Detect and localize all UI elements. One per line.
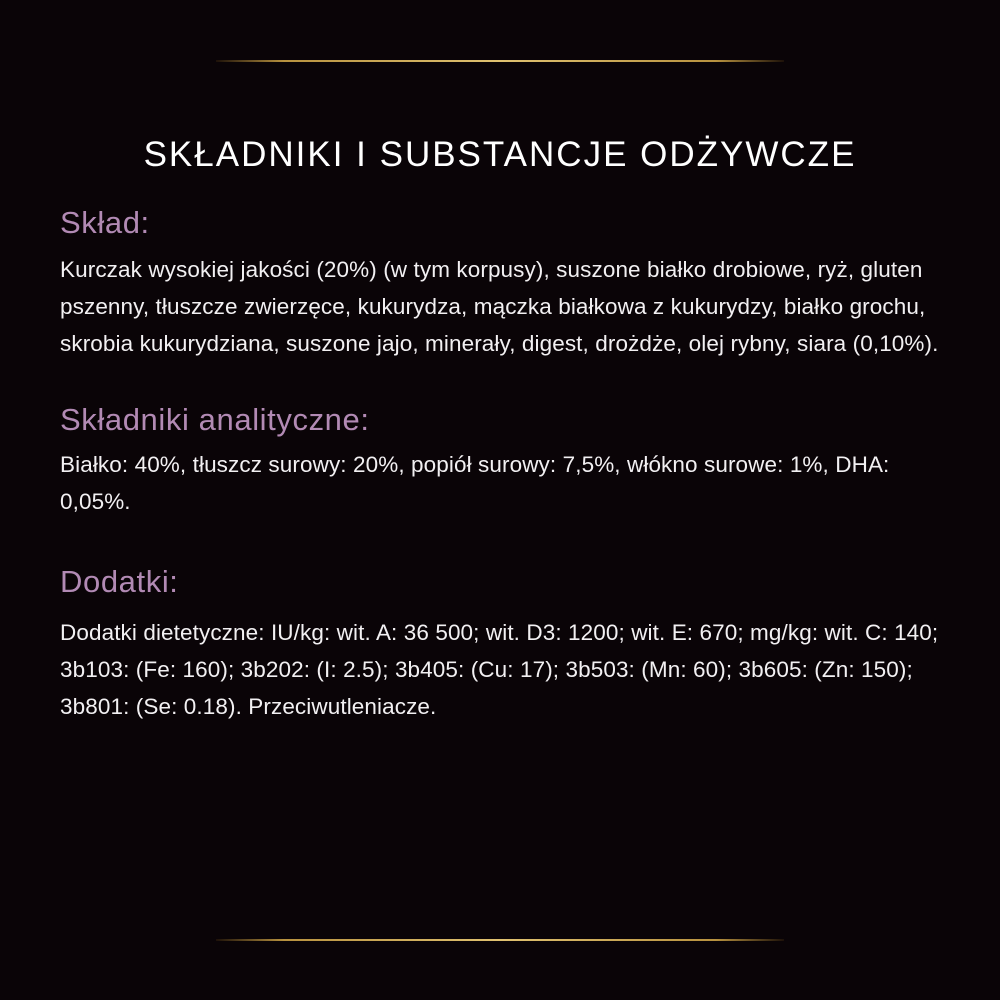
page-title: SKŁADNIKI I SUBSTANCJE ODŻYWCZE bbox=[143, 135, 857, 175]
bottom-divider bbox=[216, 939, 784, 941]
top-divider bbox=[216, 60, 784, 62]
section-body: Dodatki dietetyczne: IU/kg: wit. A: 36 500; wit. D3: 1200; wit. E: 670; mg/kg: wit. C: 140; 3b103: (Fe: 160); 3b202: (I: 2.5); 3b405: (Cu: 17); 3b503: (Mn: 60); 3b605: (Zn: 150); 3b801: (Se: 0.18). Przeciwutleniacze. bbox=[60, 620, 939, 719]
section-skladniki-analityczne bbox=[60, 402, 946, 520]
section-dodatki bbox=[60, 564, 946, 725]
section-body: Białko: 40%, tłuszcz surowy: 20%, popiół surowy: 7,5%, włókno surowe: 1%, DHA: 0,05%. bbox=[60, 452, 890, 514]
section-body: Kurczak wysokiej jakości (20%) (w tym korpusy), suszone białko drobiowe, ryż, gluten pszenny, tłuszcze zwierzęce, kukurydza, mączka białkowa z kukurydzy, białko grochu, skrobia kukurydziana, suszone jajo, minerały, digest, drożdże, olej rybny, siara (0,10%). bbox=[60, 257, 939, 356]
sections-container bbox=[60, 205, 946, 725]
section-heading: Składniki analityczne: bbox=[60, 402, 370, 437]
section-heading: Dodatki: bbox=[60, 564, 179, 599]
section-heading: Skład: bbox=[60, 205, 150, 240]
section-skład bbox=[60, 205, 946, 362]
